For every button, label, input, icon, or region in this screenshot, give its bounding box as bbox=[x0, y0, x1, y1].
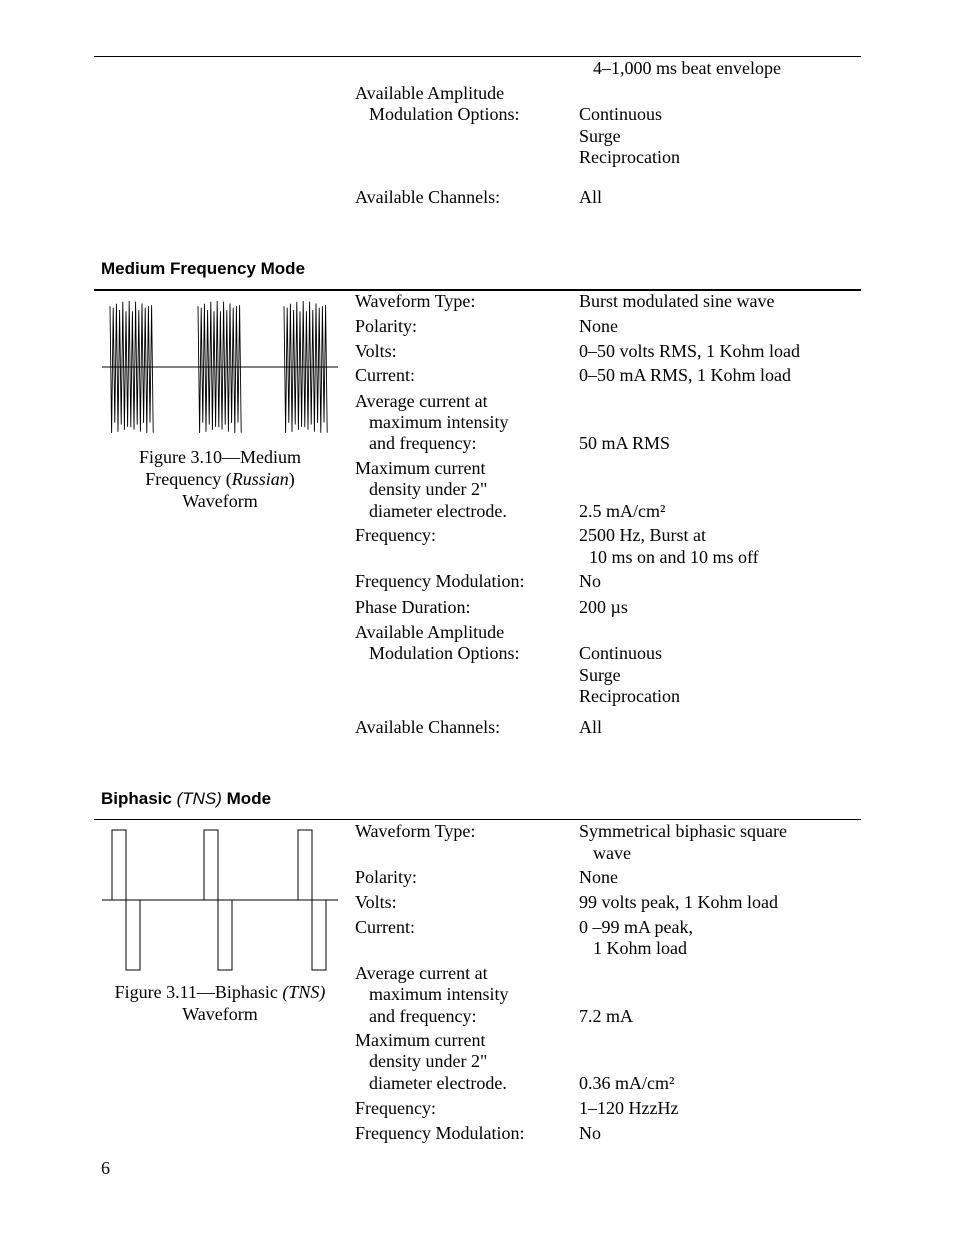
spec-label: Maximum current bbox=[355, 1030, 486, 1050]
spec-label: Modulation Options: bbox=[369, 643, 520, 663]
spec-label: and frequency: bbox=[369, 433, 477, 453]
spec-label: Frequency: bbox=[355, 1098, 436, 1118]
continued-value: 4–1,000 ms beat envelope bbox=[593, 58, 781, 78]
spec-label: Polarity: bbox=[355, 316, 417, 336]
spec-value: 0 –99 mA peak, bbox=[579, 917, 693, 937]
spec-value: No bbox=[579, 571, 601, 591]
spec-label: density under 2" bbox=[369, 479, 488, 499]
spec-value: 0–50 volts RMS, 1 Kohm load bbox=[579, 341, 801, 361]
caption-line: Frequency ( bbox=[145, 469, 232, 489]
spec-value: Continuous bbox=[579, 643, 663, 663]
caption-line: Waveform bbox=[182, 1004, 258, 1024]
spec-value: No bbox=[579, 1123, 601, 1143]
spec-label: maximum intensity bbox=[369, 412, 509, 432]
spec-value: 2.5 mA/cm² bbox=[579, 501, 666, 521]
spec-label: Average current at bbox=[355, 391, 488, 411]
caption-line: Figure 3.10—Medium bbox=[139, 447, 301, 467]
spec-label: Available Amplitude bbox=[355, 83, 505, 103]
spec-value: 2500 Hz, Burst at bbox=[579, 525, 706, 545]
spec-value: 1–120 HzzHz bbox=[579, 1098, 679, 1118]
spec-label: maximum intensity bbox=[369, 984, 509, 1004]
spec-value: All bbox=[579, 717, 603, 737]
medium-frequency-waveform-figure bbox=[102, 298, 338, 438]
spec-label: Modulation Options: bbox=[369, 104, 520, 124]
spec-label: and frequency: bbox=[369, 1006, 477, 1026]
spec-label: Available Channels: bbox=[355, 717, 501, 737]
spec-label: Frequency Modulation: bbox=[355, 571, 525, 591]
figure-caption-3-11 bbox=[100, 981, 340, 1025]
spec-label: Waveform Type: bbox=[355, 291, 476, 311]
spec-value: 99 volts peak, 1 Kohm load bbox=[579, 892, 778, 912]
spec-label: Available Amplitude bbox=[355, 622, 505, 642]
spec-value: All bbox=[579, 187, 603, 207]
spec-label: Current: bbox=[355, 365, 415, 385]
spec-label: Polarity: bbox=[355, 867, 417, 887]
caption-line: ) bbox=[288, 469, 295, 489]
spec-label: Waveform Type: bbox=[355, 821, 476, 841]
spec-value: 50 mA RMS bbox=[579, 433, 671, 453]
spec-label: Frequency Modulation: bbox=[355, 1123, 525, 1143]
spec-label: Maximum current bbox=[355, 458, 486, 478]
spec-label: Average current at bbox=[355, 963, 488, 983]
spec-value: 10 ms on and 10 ms off bbox=[589, 547, 759, 567]
spec-value: 0.36 mA/cm² bbox=[579, 1073, 675, 1093]
section-heading-biphasic bbox=[101, 788, 271, 810]
biphasic-waveform-figure bbox=[102, 826, 338, 974]
spec-value: Continuous bbox=[579, 104, 663, 124]
heading-text: Mode bbox=[221, 789, 272, 808]
caption-line: Waveform bbox=[182, 491, 258, 511]
spec-label: diameter electrode. bbox=[369, 501, 507, 521]
spec-value: 1 Kohm load bbox=[593, 938, 687, 958]
spec-value: Symmetrical biphasic square bbox=[579, 821, 787, 841]
heading-text: Biphasic bbox=[101, 789, 177, 808]
spec-label: diameter electrode. bbox=[369, 1073, 507, 1093]
spec-value: None bbox=[579, 867, 618, 887]
spec-label: Available Channels: bbox=[355, 187, 501, 207]
spec-value: None bbox=[579, 316, 618, 336]
spec-value: Reciprocation bbox=[579, 147, 680, 167]
spec-label: Current: bbox=[355, 917, 415, 937]
spec-label: Volts: bbox=[355, 892, 397, 912]
heading-italic: (TNS) bbox=[176, 789, 222, 808]
spec-value: 7.2 mA bbox=[579, 1006, 633, 1026]
spec-value: 0–50 mA RMS, 1 Kohm load bbox=[579, 365, 792, 385]
spec-value: 200 µs bbox=[579, 597, 628, 617]
spec-value: Surge bbox=[579, 665, 621, 685]
spec-value: wave bbox=[593, 843, 631, 863]
spec-label: Frequency: bbox=[355, 525, 436, 545]
figure-caption-3-10 bbox=[110, 446, 330, 512]
page-number: 6 bbox=[101, 1158, 110, 1178]
spec-label: Phase Duration: bbox=[355, 597, 471, 617]
spec-label: Volts: bbox=[355, 341, 397, 361]
caption-line: Figure 3.11—Biphasic bbox=[114, 982, 283, 1002]
spec-value: Burst modulated sine wave bbox=[579, 291, 775, 311]
caption-italic: Russian bbox=[231, 469, 289, 489]
spec-value: Surge bbox=[579, 126, 621, 146]
section-heading-medium-frequency: Medium Frequency Mode bbox=[101, 259, 306, 278]
spec-value: Reciprocation bbox=[579, 686, 680, 706]
caption-italic: (TNS) bbox=[282, 982, 326, 1002]
spec-label: density under 2" bbox=[369, 1051, 488, 1071]
